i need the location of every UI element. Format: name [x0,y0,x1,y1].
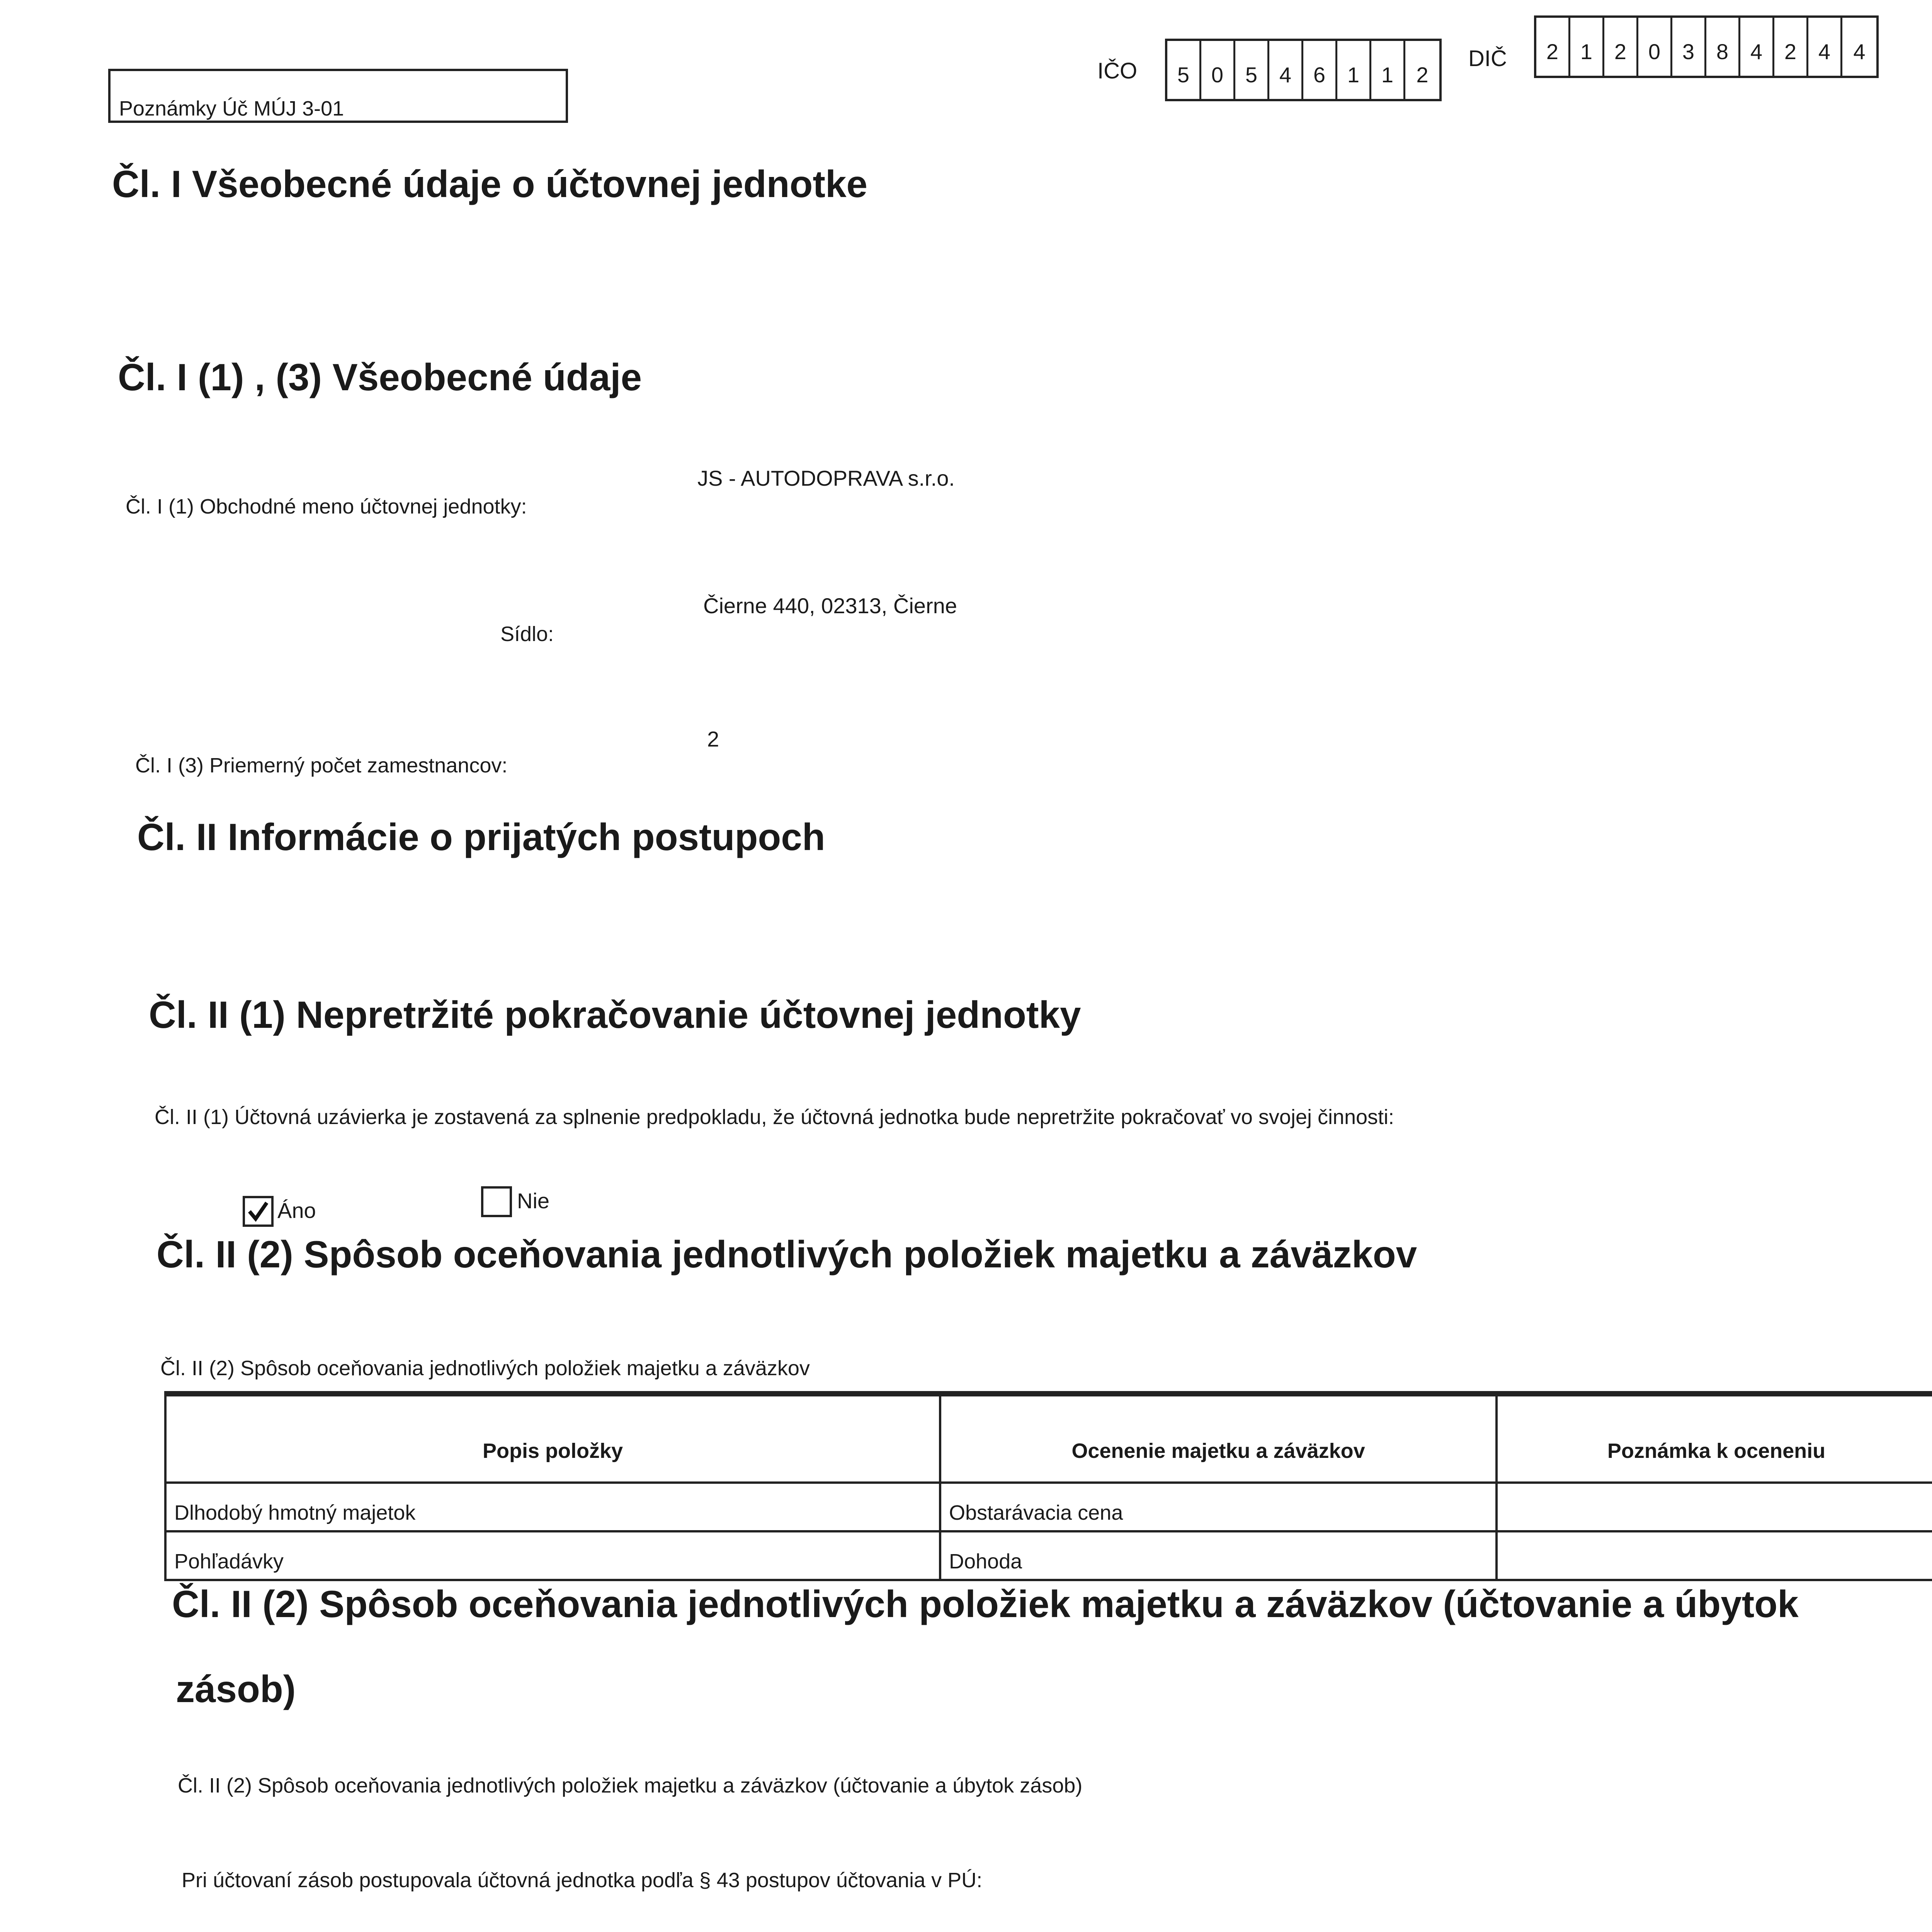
continuity-question: Čl. II (1) Účtovná uzávierka je zostavená za splnenie predpokladu, že účtovná jednotka bude nepretržite pokračovať vo svojej činnosti: [155,1105,1395,1129]
column-header: Ocenenie majetku a záväzkov [939,1396,1495,1481]
ico-digit: 4 [1269,41,1303,99]
section-title: Čl. I Všeobecné údaje o účtovnej jednotke [112,163,868,205]
no-checkbox[interactable] [481,1186,512,1217]
ico-digit: 5 [1235,41,1269,99]
subsection-title: Čl. II (1) Nepretržité pokračovanie účtovnej jednotky [149,993,1081,1036]
dic-digit: 8 [1706,18,1740,76]
stock-method-label: Pri účtovaní zásob postupovala účtovná jednotka podľa § 43 postupov účtovania v PÚ: [182,1869,983,1892]
table-cell: Dlhodobý hmotný majetok [164,1484,939,1532]
dic-digit: 2 [1604,18,1638,76]
yes-checkbox[interactable] [243,1196,274,1227]
dic-digits [1534,15,1879,78]
employees-label: Čl. I (3) Priemerný počet zamestnancov: [135,754,508,777]
ico-digit: 1 [1337,41,1371,99]
ico-digit: 5 [1167,41,1201,99]
dic-digit: 2 [1536,18,1570,76]
table-row [164,1532,1932,1581]
dic-digit: 2 [1774,18,1808,76]
form-id-box [108,69,568,123]
column-header: Poznámka k oceneniu [1495,1396,1932,1481]
ico-digit: 6 [1303,41,1337,99]
table-header [164,1391,1932,1484]
table-cell [1495,1484,1932,1532]
dic-digit: 3 [1672,18,1706,76]
ico-digit: 1 [1371,41,1405,99]
ico-digit: 2 [1416,63,1429,87]
no-label: Nie [517,1189,550,1213]
dic-digit: 4 [1740,18,1774,76]
ico-digits [1165,39,1442,101]
subsection-title: Čl. II (2) Spôsob oceňovania jednotlivých položiek majetku a záväzkov (účtovanie a úbytok [172,1583,1799,1625]
dic-digit: 4 [1853,39,1866,64]
section-title: Čl. II Informácie o prijatých postupoch [137,816,825,858]
company-name-label: Čl. I (1) Obchodné meno účtovnej jednotky: [126,495,527,518]
stock-subtitle: Čl. II (2) Spôsob oceňovania jednotlivých položiek majetku a záväzkov (účtovanie a úbytok zásob) [178,1774,1083,1797]
table-cell: Dohoda [939,1532,1495,1581]
table-cell: Pohľadávky [164,1532,939,1581]
column-header: Popis položky [164,1396,939,1481]
subsection-title-continued: zásob) [176,1668,296,1710]
seat-value: Čierne 440, 02313, Čierne [703,594,957,618]
valuation-table [164,1391,1932,1581]
dic-digit: 4 [1808,18,1842,76]
employees-value: 2 [707,727,719,751]
subsection-title: Čl. I (1) , (3) Všeobecné údaje [118,356,642,398]
ico-label: IČO [1097,58,1138,83]
seat-label: Sídlo: [500,622,554,646]
form-id: Poznámky Úč MÚJ 3-01 [119,97,344,120]
table-row [164,1484,1932,1532]
dic-digit: 1 [1570,18,1604,76]
subsection-title: Čl. II (2) Spôsob oceňovania jednotlivých položiek majetku a záväzkov [156,1233,1417,1276]
table-cell [1495,1532,1932,1581]
table-cell: Obstarávacia cena [939,1484,1495,1532]
company-name-value: JS - AUTODOPRAVA s.r.o. [697,466,955,490]
check-icon [246,1199,270,1224]
dic-label: DIČ [1468,46,1507,71]
valuation-subtitle: Čl. II (2) Spôsob oceňovania jednotlivých položiek majetku a záväzkov [160,1357,810,1380]
dic-digit: 0 [1638,18,1672,76]
ico-digit: 0 [1201,41,1235,99]
yes-label: Áno [277,1198,316,1223]
